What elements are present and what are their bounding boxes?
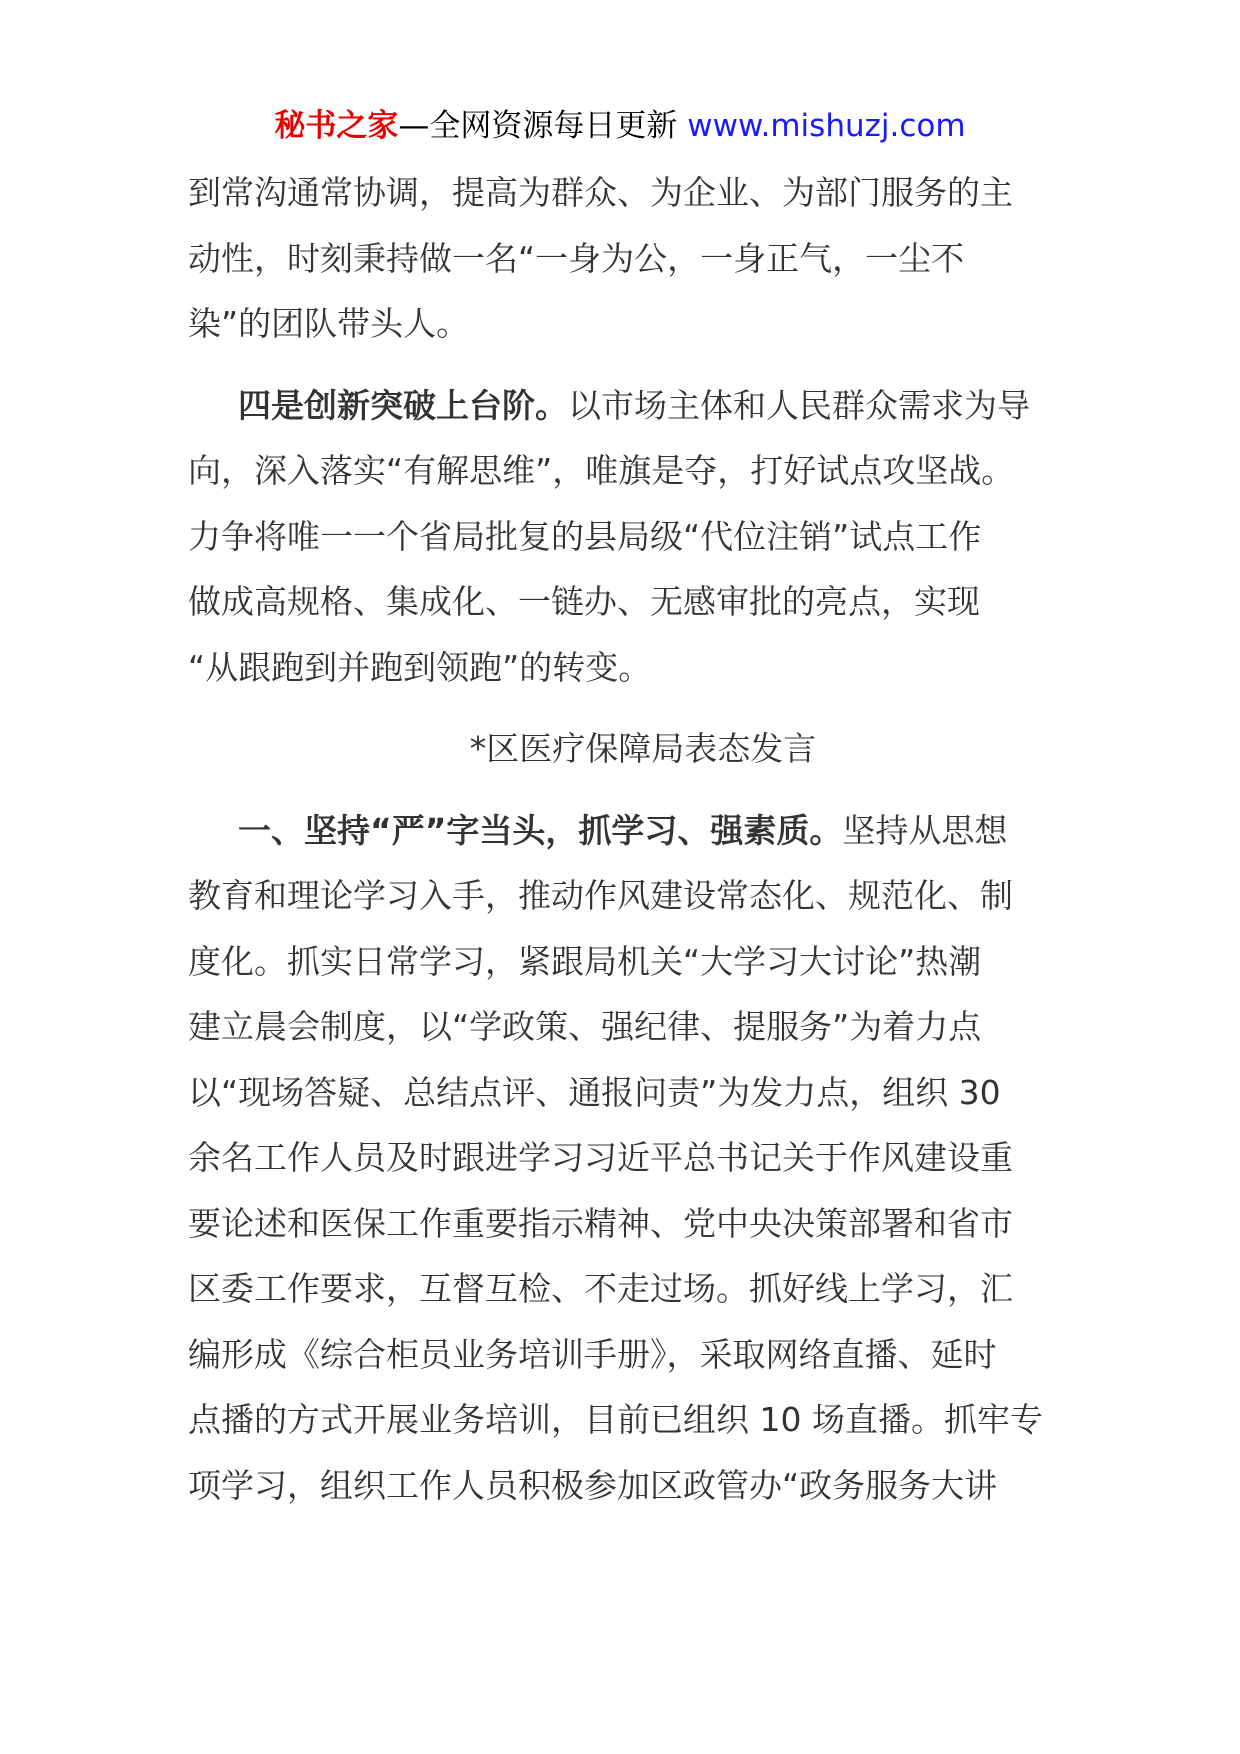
paragraph-heading: 四是创新突破上台阶。 [238, 385, 568, 425]
text-line: 编形成《综合柜员业务培训手册》，采取网络直播、延时 [188, 1334, 997, 1374]
text-line: 以“现场答疑、总结点评、通报问责”为发力点，组织 30 [188, 1072, 1001, 1112]
text-line: 区委工作要求，互督互检、不走过场。抓好线上学习，汇 [188, 1269, 1013, 1308]
text-line: “从跟跑到并跑到领跑”的转变。 [188, 647, 652, 687]
watermark-header [0, 104, 1240, 148]
brand-url: www.mishuzj.com [687, 108, 966, 144]
brand-slogan: —全网资源每日更新 [398, 108, 678, 144]
paragraph-heading: 一、坚持“严”字当头，抓学习、强素质。 [238, 810, 843, 850]
section-title: *区医疗保障局表态发言 [469, 729, 817, 768]
text-line: 要论述和医保工作重要指示精神、党中央决策部署和省市 [188, 1203, 1013, 1243]
text-line: 染”的团队带头人。 [188, 304, 470, 343]
text-line: 项学习，组织工作人员积极参加区政管办“政务服务大讲 [188, 1465, 998, 1505]
text-line: 做成高规格、集成化、一链办、无感审批的亮点，实现 [188, 582, 980, 621]
text-line: 向，深入落实“有解思维”，唯旗是夺，打好试点攻坚战。 [188, 451, 1015, 490]
text-line [188, 373, 1058, 439]
document-body [188, 160, 1058, 1534]
text-line: 建立晨会制度，以“学政策、强纪律、提服务”为着力点 [188, 1007, 982, 1046]
paragraph-2 [188, 373, 1058, 701]
text-span: 以市场主体和人民群众需求为导 [568, 385, 1030, 425]
text-line: 余名工作人员及时跟进学习习近平总书记关于作风建设重 [188, 1138, 1013, 1177]
text-line: 教育和理论学习入手，推动作风建设常态化、规范化、制 [188, 876, 1013, 915]
text-line: 动性，时刻秉持做一名“一身为公，一身正气，一尘不 [188, 238, 965, 278]
paragraph-3 [188, 798, 1058, 1519]
text-line: 力争将唯一一个省局批复的县局级“代位注销”试点工作 [188, 516, 982, 556]
text-span: 坚持从思想 [842, 810, 1008, 850]
text-line: 度化。抓实日常学习，紧跟局机关“大学习大讨论”热潮 [188, 941, 982, 981]
text-line [188, 798, 1058, 864]
text-line: 到常沟通常协调，提高为群众、为企业、为部门服务的主 [188, 173, 1013, 212]
paragraph-1 [188, 160, 1058, 357]
brand-name: 秘书之家 [274, 108, 399, 144]
text-line: 点播的方式开展业务培训，目前已组织 10 场直播。抓牢专 [188, 1400, 1043, 1439]
